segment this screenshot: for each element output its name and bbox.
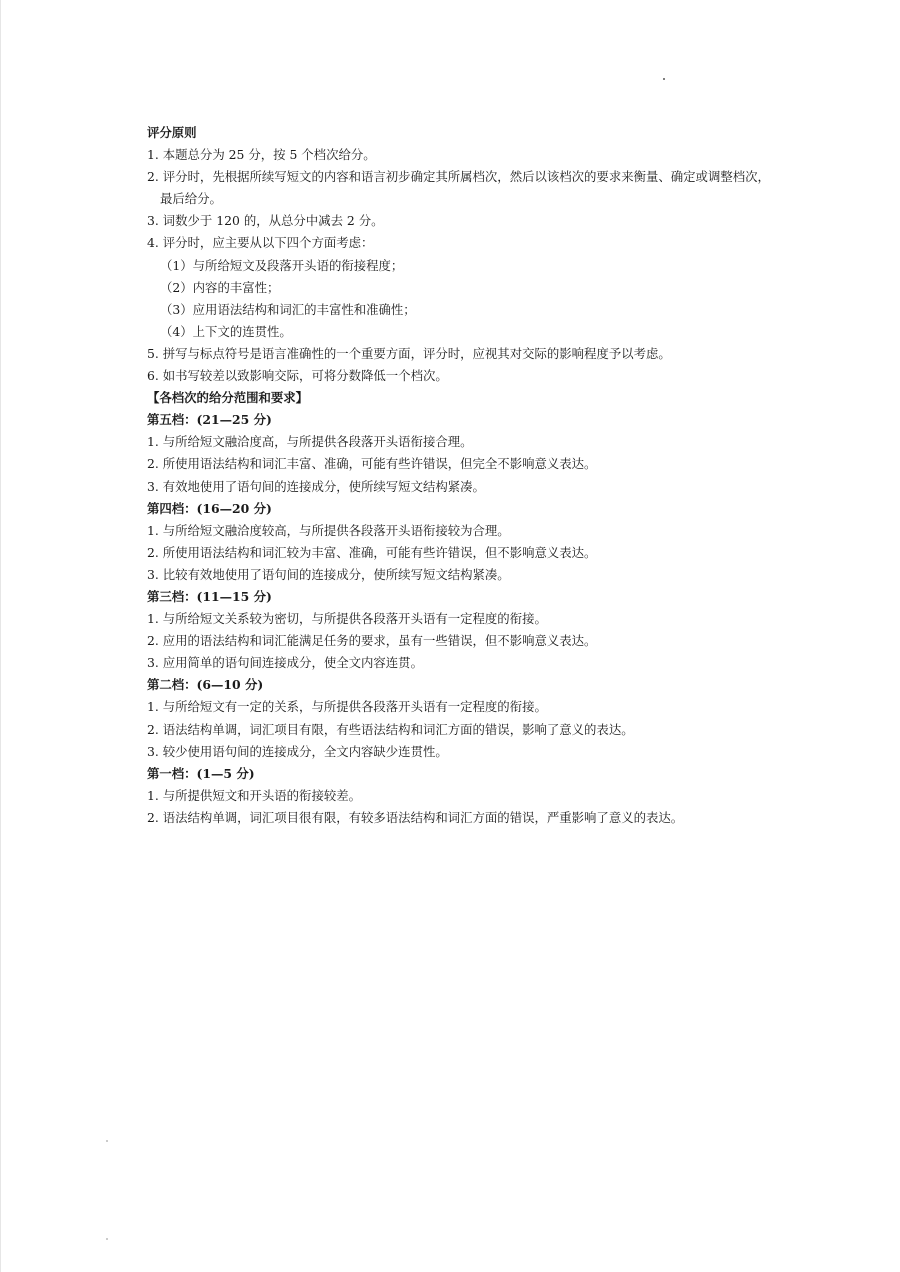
level-item: 3. 应用简单的语句间连接成分，使全文内容连贯。 <box>147 655 423 671</box>
level-item: 2. 语法结构单调，词汇项目很有限，有较多语法结构和词汇方面的错误，严重影响了意义的表达。 <box>147 809 684 825</box>
level-item: 2. 应用的语法结构和词汇能满足任务的要求，虽有一些错误，但不影响意义表达。 <box>147 633 597 649</box>
level-item: 2. 所使用语法结构和词汇较为丰富、准确，可能有些许错误，但不影响意义表达。 <box>147 544 597 560</box>
principle-item: 1. 本题总分为 25 分，按 5 个档次给分。 <box>147 147 376 163</box>
principle-subitem: （4）上下文的连贯性。 <box>160 323 292 339</box>
level-title: 第一档：(1—5 分) <box>147 765 255 781</box>
level-title: 第四档：(16—20 分) <box>147 500 272 516</box>
level-5-block <box>147 409 787 497</box>
level-2-block <box>147 674 787 762</box>
principle-subitem: （3）应用语法结构和词汇的丰富性和准确性； <box>160 301 416 317</box>
principles-heading: 评分原则 <box>147 125 197 140</box>
level-title: 第二档：(6—10 分) <box>147 677 264 693</box>
level-item: 1. 与所提供短文和开头语的衔接较差。 <box>147 787 362 803</box>
principle-item: 4. 评分时，应主要从以下四个方面考虑： <box>147 235 374 251</box>
scan-speck <box>106 1140 108 1142</box>
level-item: 2. 语法结构单调，词汇项目有限，有些语法结构和词汇方面的错误，影响了意义的表达。 <box>147 721 634 737</box>
scan-speck <box>106 1238 108 1240</box>
scan-edge <box>0 0 1 1272</box>
levels-heading: 【各档次的给分范围和要求】 <box>147 390 309 406</box>
principle-subitem: （2）内容的丰富性； <box>160 279 280 295</box>
principle-item: 2. 评分时，先根据所续写短文的内容和语言初步确定其所属档次，然后以该档次的要求来衡量、确定或调整档次， <box>147 169 770 185</box>
scoring-document <box>147 122 787 829</box>
levels-section <box>147 387 787 829</box>
level-title: 第五档：(21—25 分) <box>147 412 272 428</box>
scan-speck <box>663 78 665 80</box>
level-item: 1. 与所给短文融洽度较高，与所提供各段落开头语衔接较为合理。 <box>147 522 510 538</box>
level-title: 第三档：(11—15 分) <box>147 588 272 604</box>
principle-item: 3. 词数少于 120 的，从总分中减去 2 分。 <box>147 213 384 229</box>
principle-item: 5. 拼写与标点符号是语言准确性的一个重要方面，评分时，应视其对交际的影响程度予以考虑。 <box>147 345 671 361</box>
level-item: 2. 所使用语法结构和词汇丰富、准确，可能有些许错误，但完全不影响意义表达。 <box>147 456 597 472</box>
level-item: 3. 较少使用语句间的连接成分，全文内容缺少连贯性。 <box>147 743 448 759</box>
level-3-block <box>147 586 787 674</box>
level-4-block <box>147 498 787 586</box>
level-item: 3. 比较有效地使用了语句间的连接成分，使所续写短文结构紧凑。 <box>147 566 510 582</box>
level-1-block <box>147 763 787 829</box>
principles-section <box>147 122 787 387</box>
principle-subitem: （1）与所给短文及段落开头语的衔接程度； <box>160 257 404 273</box>
level-item: 3. 有效地使用了语句间的连接成分，使所续写短文结构紧凑。 <box>147 478 485 494</box>
level-item: 1. 与所给短文融洽度高，与所提供各段落开头语衔接合理。 <box>147 434 473 450</box>
level-item: 1. 与所给短文有一定的关系，与所提供各段落开头语有一定程度的衔接。 <box>147 699 547 715</box>
principle-item: 6. 如书写较差以致影响交际，可将分数降低一个档次。 <box>147 368 448 384</box>
level-item: 1. 与所给短文关系较为密切，与所提供各段落开头语有一定程度的衔接。 <box>147 611 547 627</box>
principle-item-continuation: 最后给分。 <box>160 191 222 207</box>
